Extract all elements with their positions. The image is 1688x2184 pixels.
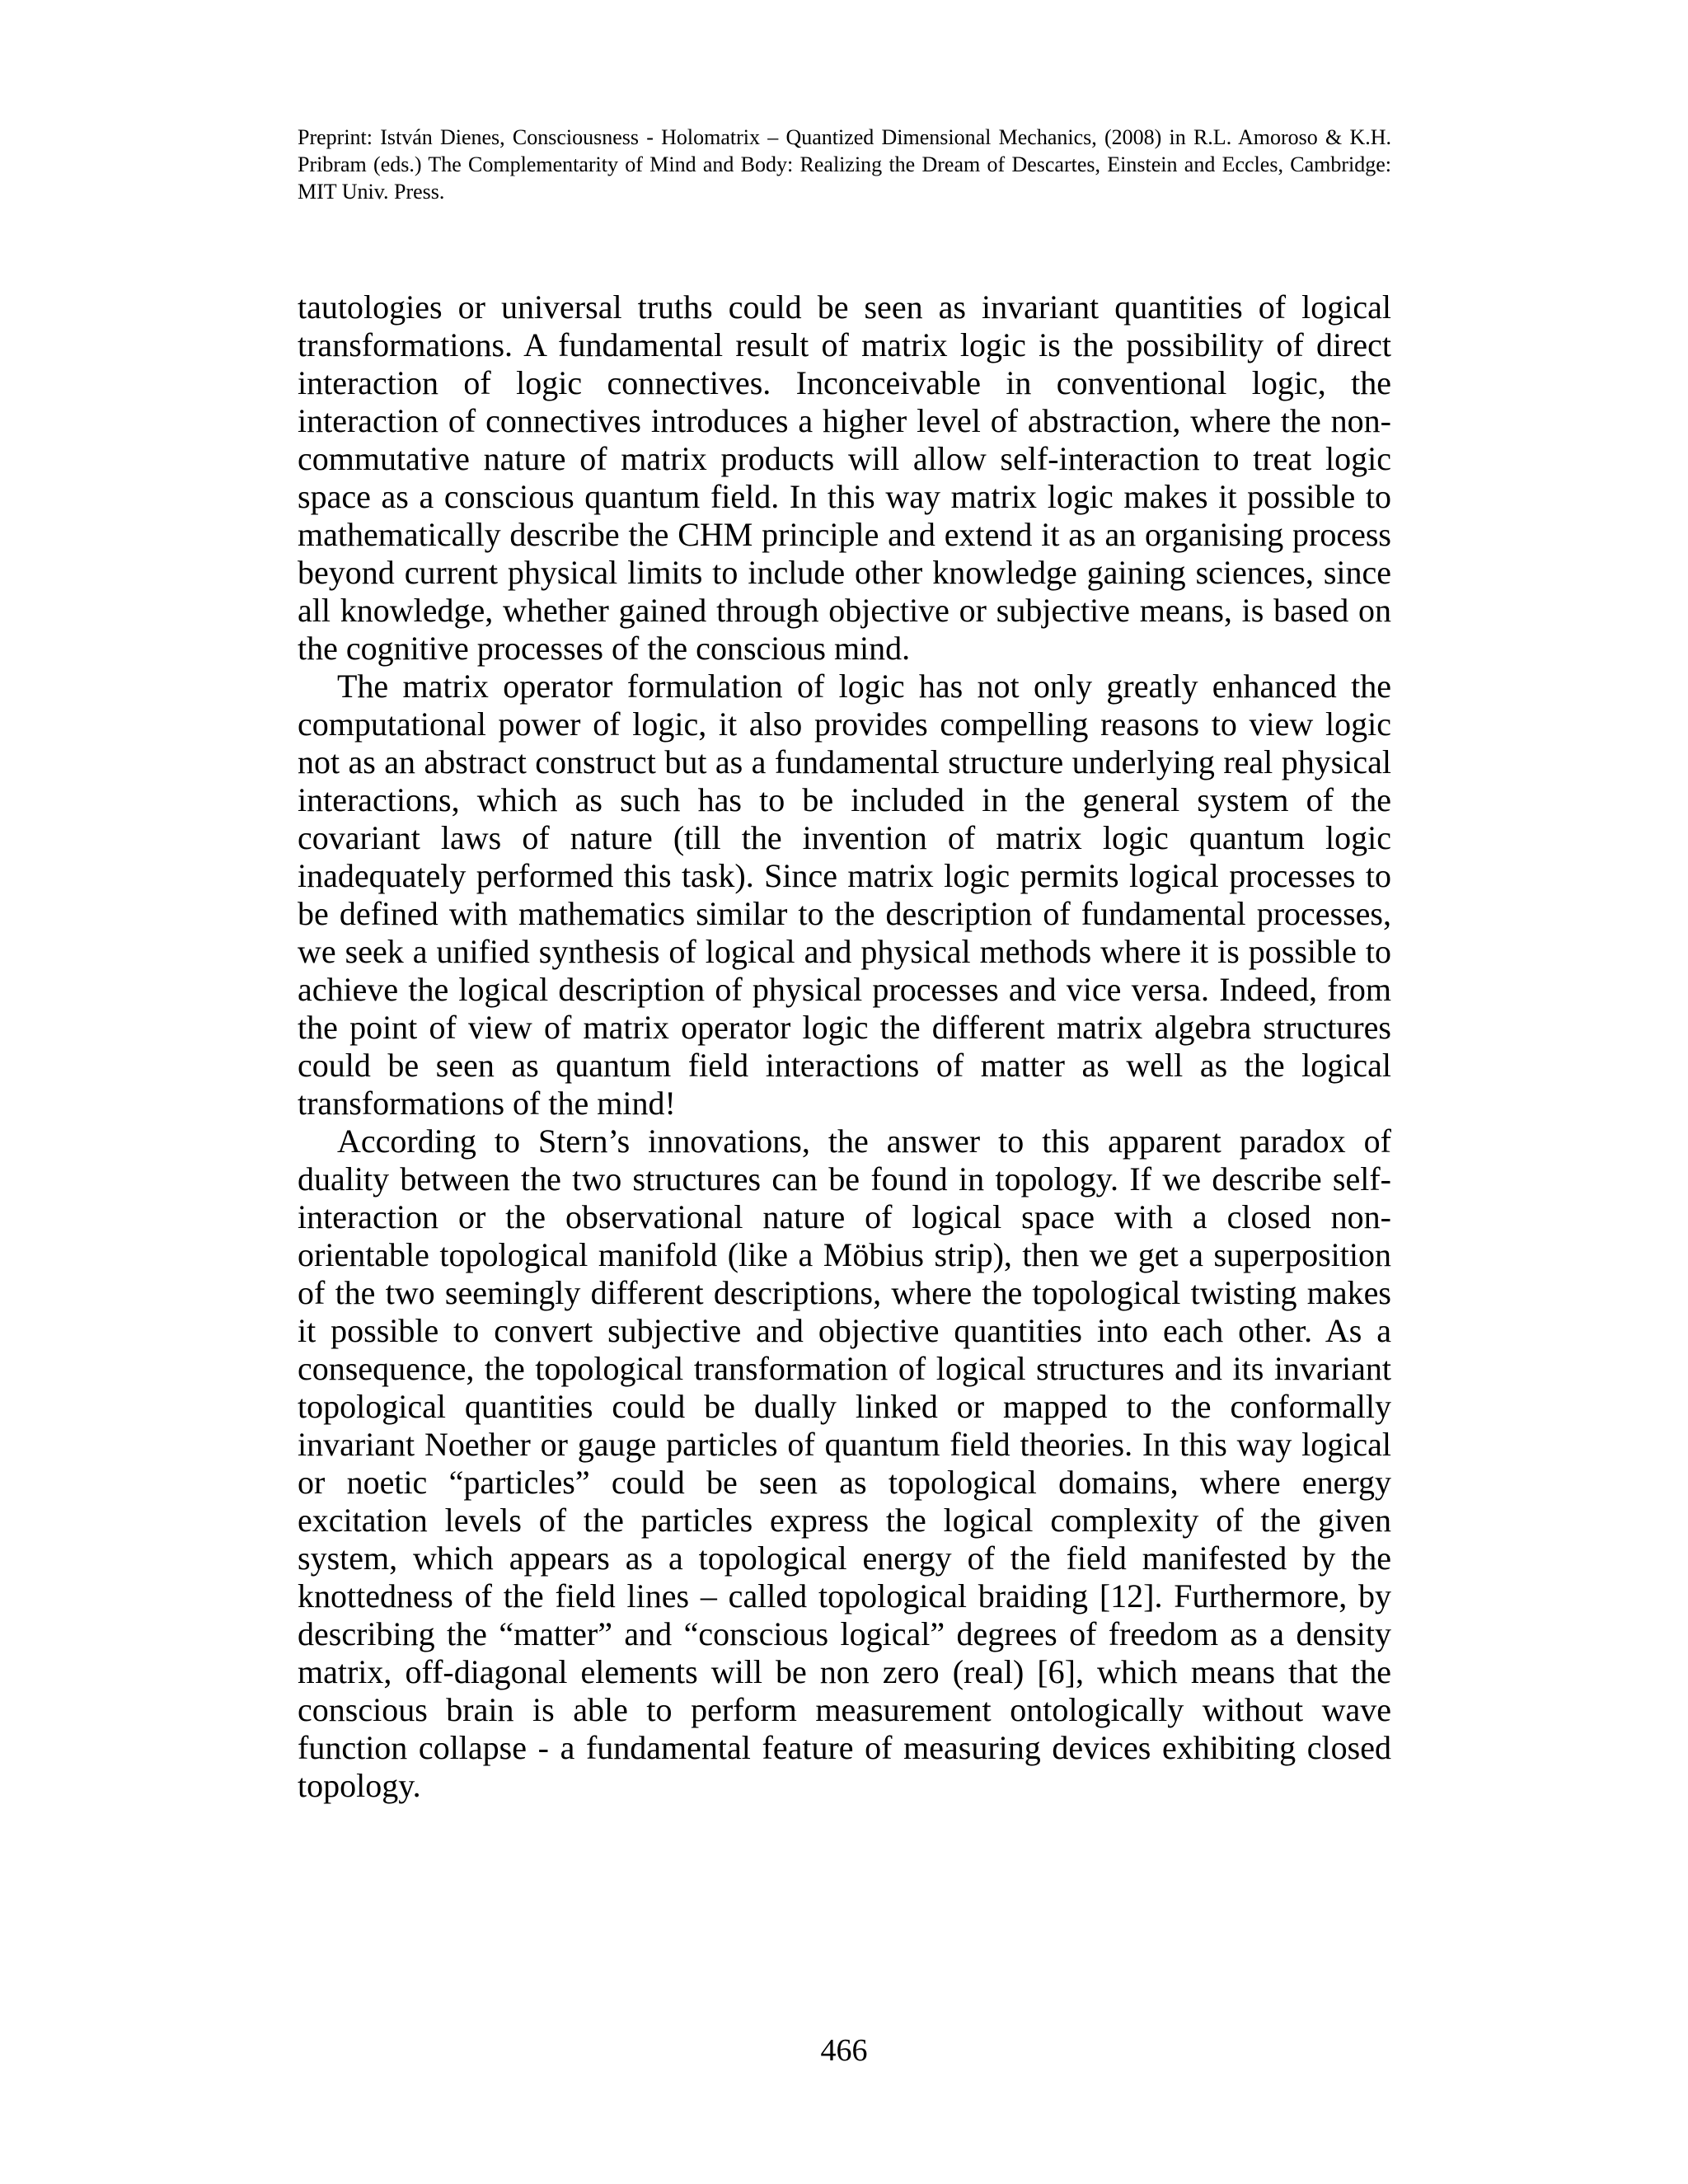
paragraph-continuation: tautologies or universal truths could be seen as invariant quantities of logical transformations. A fundamental result of matrix logic is the possibility of direct interaction of logic connectives. Inconceivable in conventional logic, the interaction of connectives introduces a higher level of abstraction, where the non-commutative nature of matrix products will allow self-interaction to treat logic space as a conscious quantum field. In this way matrix logic makes it possible to mathematically describe the CHM principle and extend it as an organising process beyond current physical limits to include other knowledge gaining sciences, since all knowledge, whether gained through objective or subjective means, is based on the cognitive processes of the conscious mind. bbox=[298, 288, 1391, 667]
preprint-header: Preprint: István Dienes, Consciousness - Holomatrix – Quantized Dimensional Mechanics, (2008) in R.L. Amoroso & K.H. Pribram (eds.) The Complementarity of Mind and Body: Realizing the Dream of Descartes, Einstein and Eccles, Cambridge: MIT Univ. Press. bbox=[298, 125, 1391, 204]
paragraph-matrix-operator-formulation: The matrix operator formulation of logic has not only greatly enhanced the computational power of logic, it also provides compelling reasons to view logic not as an abstract construct but as a fundamental structure underlying real physical interactions, which as such has to be included in the general system of the covariant laws of nature (till the invention of matrix logic quantum logic inadequately performed this task). Since matrix logic permits logical processes to be defined with mathematics similar to the description of fundamental processes, we seek a unified synthesis of logical and physical methods where it is possible to achieve the logical description of physical processes and vice versa. Indeed, from the point of view of matrix operator logic the different matrix algebra structures could be seen as quantum field interactions of matter as well as the logical transformations of the mind! bbox=[298, 668, 1391, 1122]
page-number: 466 bbox=[820, 2033, 868, 2068]
paragraph-stern-innovations: According to Stern’s innovations, the answer to this apparent paradox of duality between the two structures can be found in topology. If we describe self-interaction or the observational nature of logical space with a closed non-orientable topological manifold (like a Möbius strip), then we get a superposition of the two seemingly different descriptions, where the topological twisting makes it possible to convert subjective and objective quantities into each other. As a consequence, the topological transformation of logical structures and its invariant topological quantities could be dually linked or mapped to the conformally invariant Noether or gauge particles of quantum field theories. In this way logical or noetic “particles” could be seen as topological domains, where energy excitation levels of the particles express the logical complexity of the given system, which appears as a topological energy of the field manifested by the knottedness of the field lines – called topological braiding [12]. Furthermore, by describing the “matter” and “conscious logical” degrees of freedom as a density matrix, off-diagonal elements will be non zero (real) [6], which means that the conscious brain is able to perform measurement ontologically without wave function collapse - a fundamental feature of measuring devices exhibiting closed topology. bbox=[298, 1122, 1391, 1804]
body-text bbox=[298, 288, 1391, 1805]
